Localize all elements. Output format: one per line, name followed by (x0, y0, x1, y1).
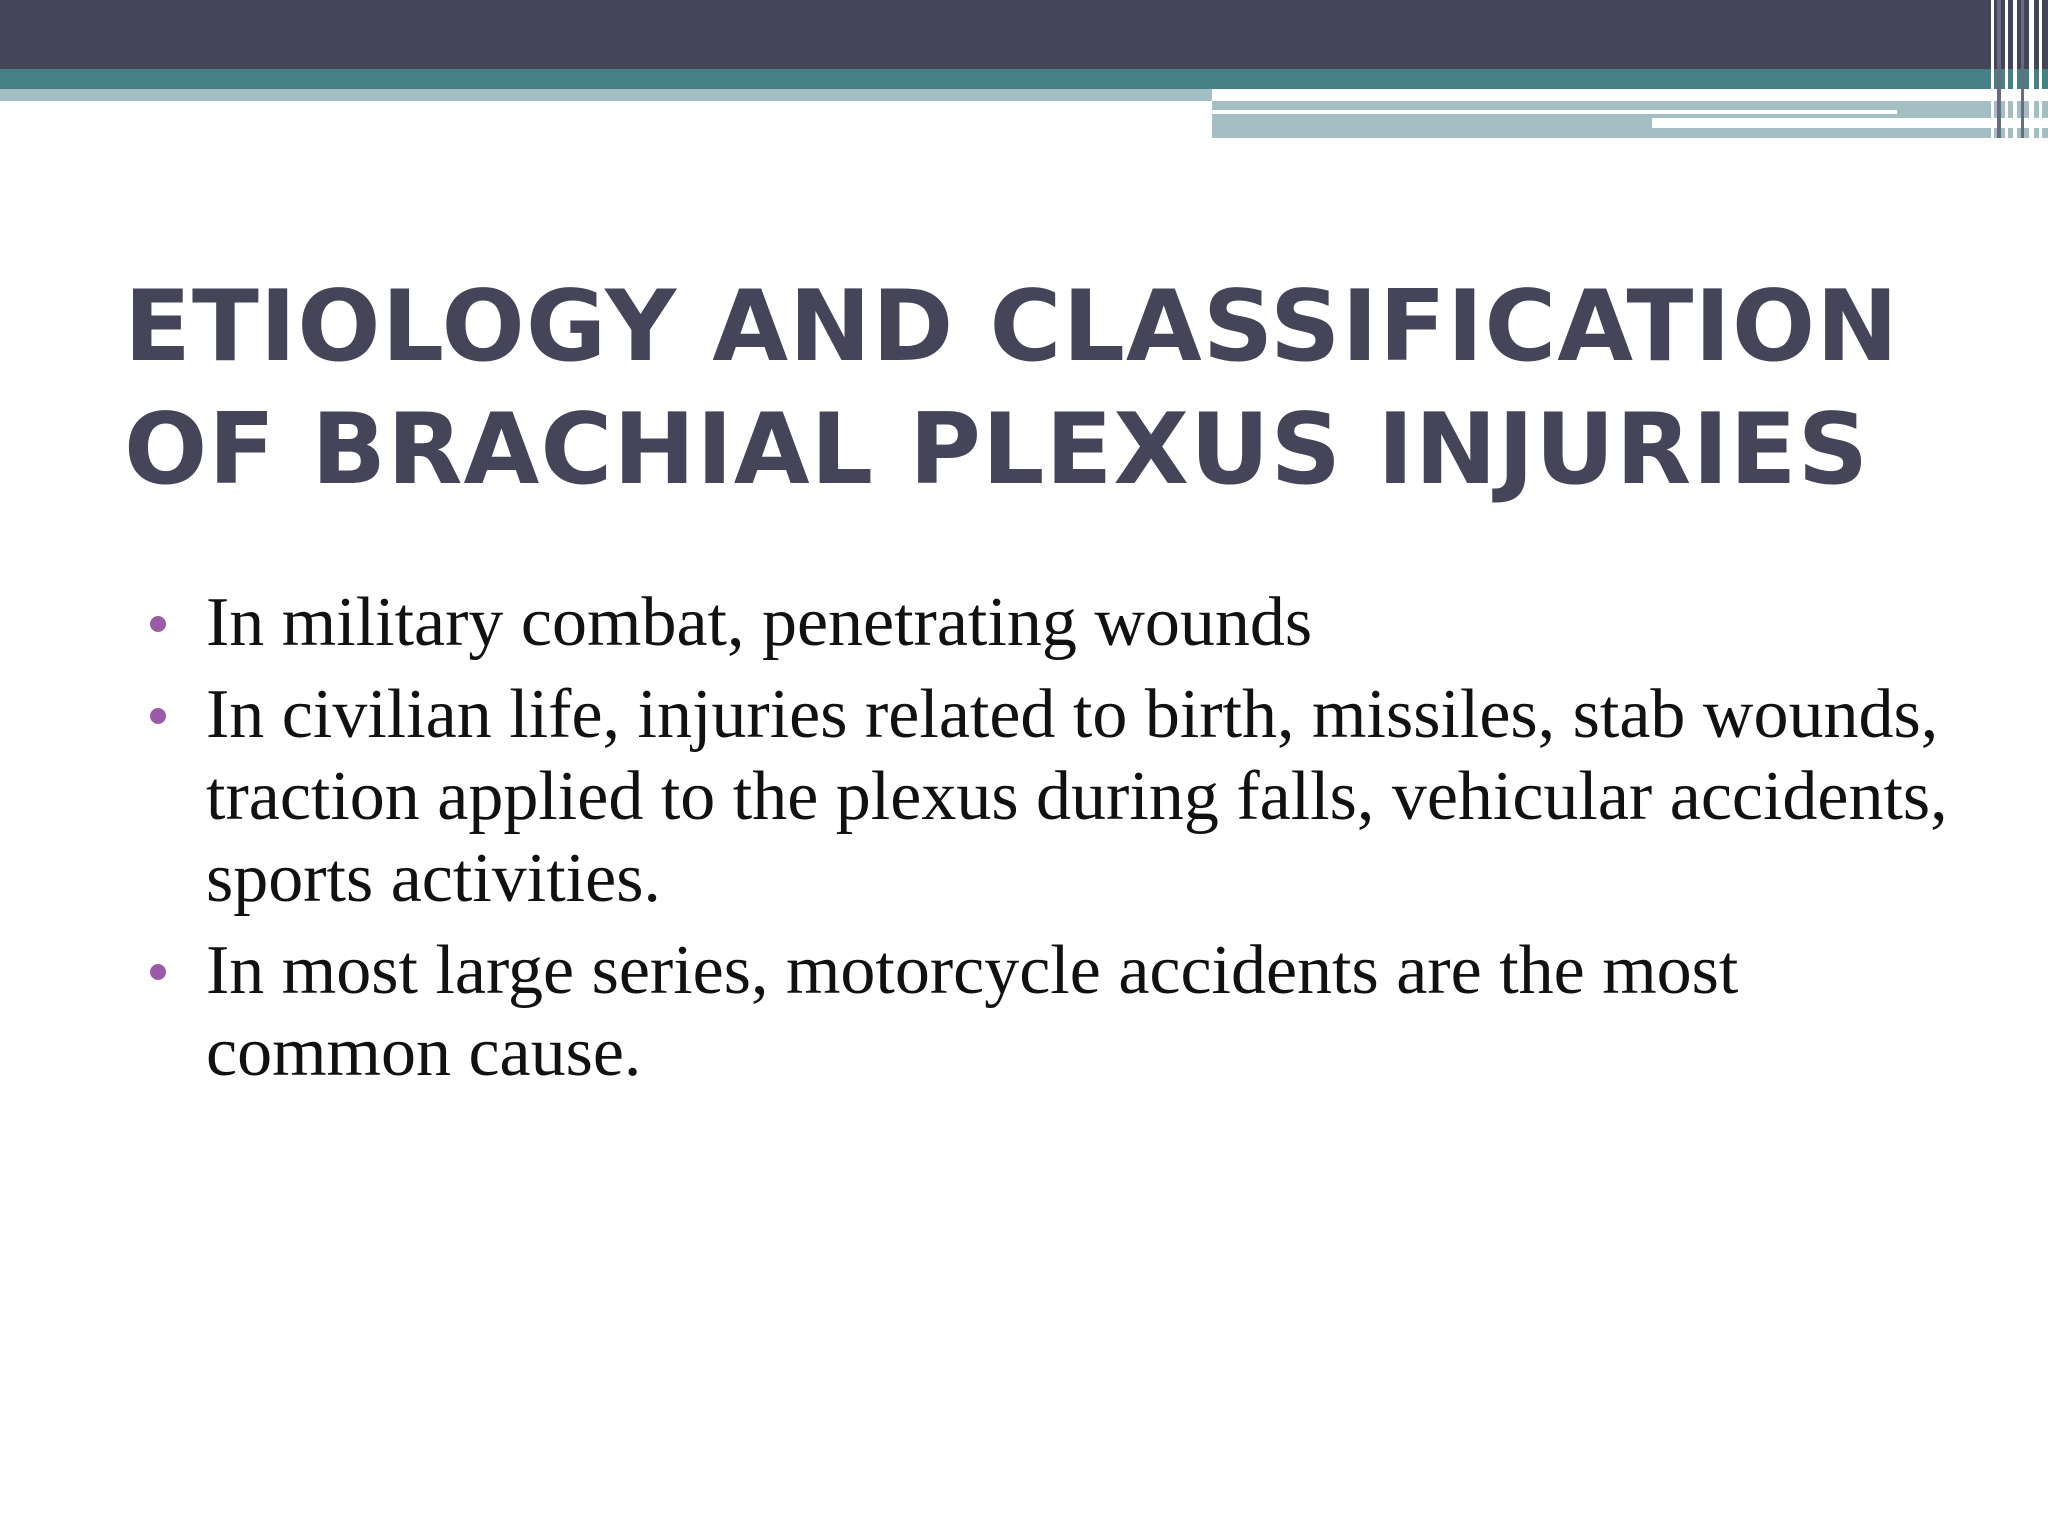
bullet-item (148, 582, 1948, 664)
header-band-right-lower (1212, 118, 1652, 138)
bullet-text: In military combat, penetrating wounds (206, 584, 1313, 661)
bullet-item (148, 930, 1948, 1094)
slide-title-line-2: OF BRACHIAL PLEXUS INJURIES (124, 393, 1870, 507)
header-band-teal (0, 69, 2048, 89)
header-band-dark (0, 0, 2048, 69)
header-vertical-stripes (1985, 0, 2048, 138)
bullet-text: In civilian life, injuries related to birth, missiles, stab wounds, traction applied to the plexus during falls, vehicular accidents, sports activities. (206, 676, 1948, 917)
bullet-dot-icon (150, 708, 166, 724)
bullet-dot-icon (150, 616, 166, 632)
header-band-light (0, 89, 1212, 101)
slide-title-line-1: ETIOLOGY AND CLASSIFICATION (124, 270, 1900, 384)
bullet-text: In most large series, motorcycle accidents are the most common cause. (206, 932, 1739, 1091)
bullet-item (148, 674, 1948, 920)
bullet-list (148, 582, 1948, 1104)
slide-title (124, 266, 1924, 512)
bullet-dot-icon (150, 964, 166, 980)
header-band-white-line (1212, 110, 1897, 114)
